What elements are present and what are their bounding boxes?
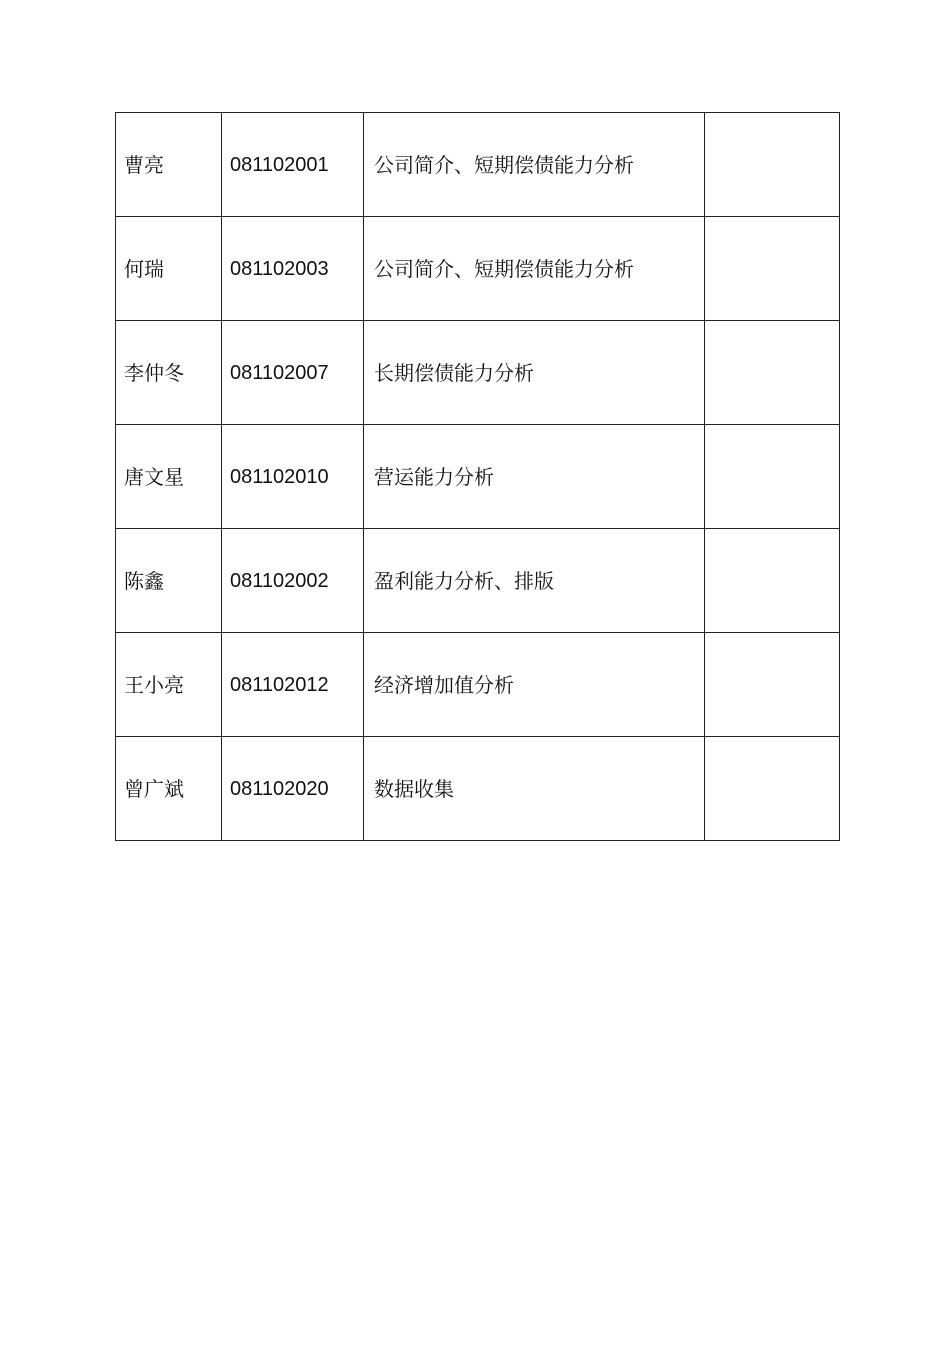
task-assignment-table xyxy=(115,112,840,841)
task-cell: 公司简介、短期偿债能力分析 xyxy=(364,113,705,217)
member-name-cell: 陈鑫 xyxy=(116,529,222,633)
remark-cell xyxy=(705,633,840,737)
student-id-cell: 081102020 xyxy=(222,737,364,841)
task-cell: 长期偿债能力分析 xyxy=(364,321,705,425)
table-row xyxy=(116,113,840,217)
task-cell: 营运能力分析 xyxy=(364,425,705,529)
member-name-cell: 曹亮 xyxy=(116,113,222,217)
student-id-cell: 081102003 xyxy=(222,217,364,321)
remark-cell xyxy=(705,113,840,217)
task-cell: 盈利能力分析、排版 xyxy=(364,529,705,633)
table-row xyxy=(116,217,840,321)
student-id-cell: 081102007 xyxy=(222,321,364,425)
remark-cell xyxy=(705,737,840,841)
remark-cell xyxy=(705,321,840,425)
member-name-cell: 曾广斌 xyxy=(116,737,222,841)
table-row xyxy=(116,321,840,425)
member-name-cell: 王小亮 xyxy=(116,633,222,737)
member-name-cell: 唐文星 xyxy=(116,425,222,529)
task-cell: 经济增加值分析 xyxy=(364,633,705,737)
task-cell: 公司简介、短期偿债能力分析 xyxy=(364,217,705,321)
student-id-cell: 081102012 xyxy=(222,633,364,737)
table-body xyxy=(116,113,840,841)
table-row xyxy=(116,529,840,633)
student-id-cell: 081102002 xyxy=(222,529,364,633)
remark-cell xyxy=(705,425,840,529)
table-row xyxy=(116,425,840,529)
table-row xyxy=(116,633,840,737)
member-name-cell: 何瑞 xyxy=(116,217,222,321)
member-name-cell: 李仲冬 xyxy=(116,321,222,425)
table-row xyxy=(116,737,840,841)
student-id-cell: 081102010 xyxy=(222,425,364,529)
remark-cell xyxy=(705,529,840,633)
task-cell: 数据收集 xyxy=(364,737,705,841)
student-id-cell: 081102001 xyxy=(222,113,364,217)
remark-cell xyxy=(705,217,840,321)
